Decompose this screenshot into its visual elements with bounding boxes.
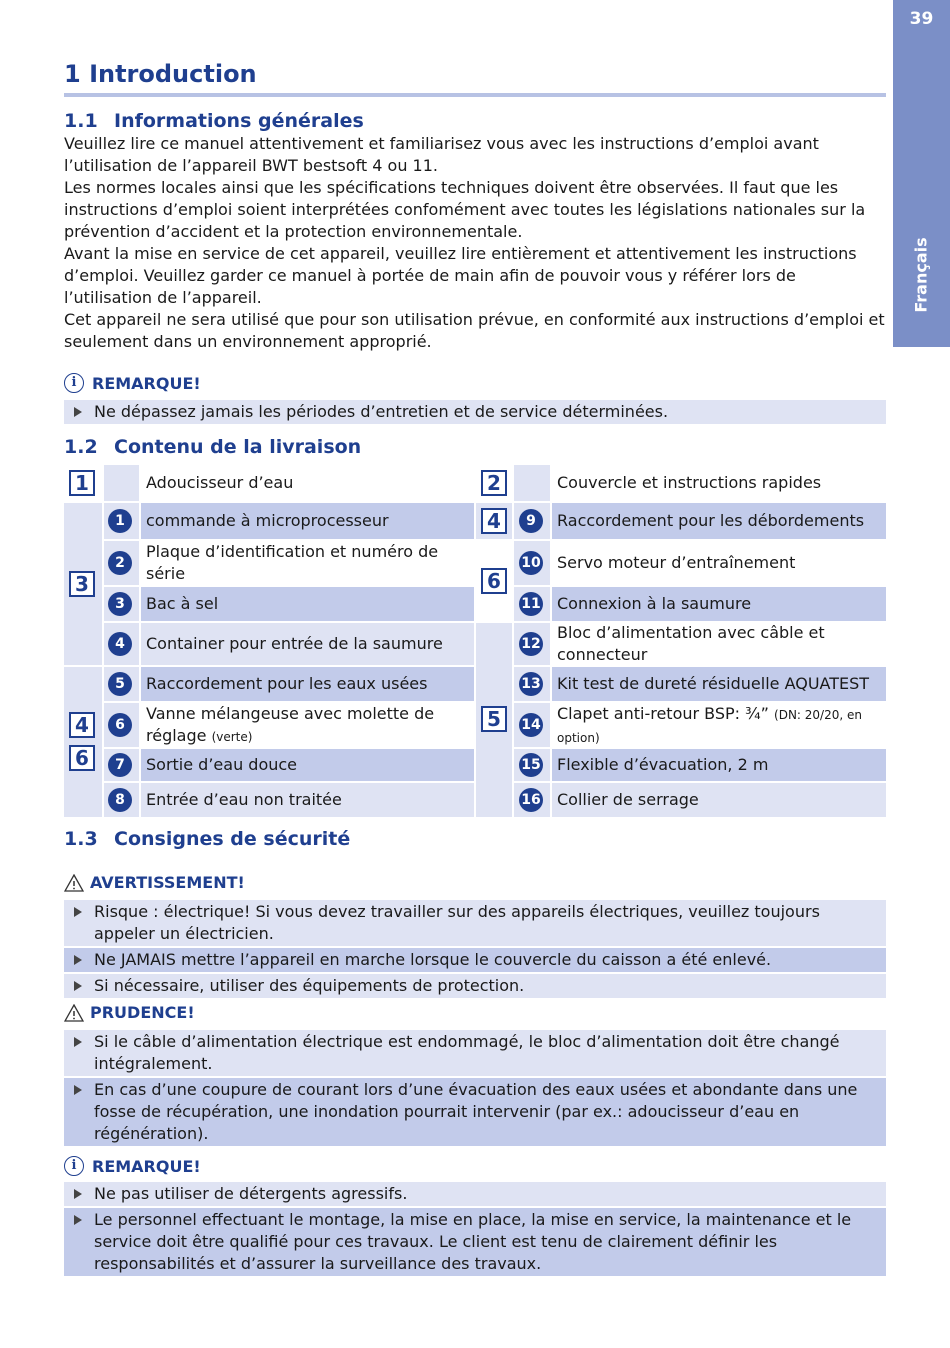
item-number-badge: 11 xyxy=(519,592,543,616)
group-cell xyxy=(64,667,102,817)
notice-heading xyxy=(64,373,201,393)
warning-list xyxy=(64,900,886,1000)
item-label: Clapet anti-retour BSP: ¾” xyxy=(557,704,769,723)
item-label-wrap xyxy=(552,703,886,747)
item-label: Container pour entrée de la saumure xyxy=(141,623,474,665)
item-number-badge: 8 xyxy=(108,788,132,812)
item-label: Bloc d’alimentation avec câble et connecteur xyxy=(552,623,886,665)
list-item: Ne JAMAIS mettre l’appareil en marche lorsque le couvercle du caisson a été enlevé. xyxy=(64,948,886,972)
notice-list xyxy=(64,1182,886,1278)
notice-list xyxy=(64,400,886,426)
item-number-badge: 9 xyxy=(519,509,543,533)
section-title-introduction xyxy=(64,60,257,88)
item-label: Plaque d’identification et numéro de série xyxy=(141,541,474,585)
subsection-title-safety xyxy=(64,828,350,850)
language-label: Français xyxy=(911,237,931,313)
item-number-badge: 6 xyxy=(108,713,132,737)
list-item: En cas d’une coupure de courant lors d’une évacuation des eaux usées et abondante dans une fosse de récupération, une inondation pourrait intervenir (par ex.: adoucisseur d’eau en régénération). xyxy=(64,1078,886,1146)
item-label: Servo moteur d’entraînement xyxy=(552,541,886,585)
group-number: 2 xyxy=(481,470,507,496)
paragraph: Avant la mise en service de cet appareil, veuillez lire entièrement et attentivement les instructions d’emploi. Veuillez garder ce manuel à portée de main afin de pouvoir vous y référer lors de l’utilisation de l’appareil. xyxy=(64,244,857,307)
subsection-title-text: Informations générales xyxy=(114,110,364,132)
subsection-title-general-info xyxy=(64,110,364,132)
paragraph: Veuillez lire ce manuel attentivement et familiarisez vous avec les instructions d’emploi avant l’utilisation de l’appareil BWT bestsoft 4 ou 11. xyxy=(64,134,819,175)
info-icon: i xyxy=(64,1156,84,1176)
item-number-badge: 5 xyxy=(108,672,132,696)
list-item: Ne pas utiliser de détergents agressifs. xyxy=(64,1182,886,1206)
item-label: Collier de serrage xyxy=(552,783,886,817)
info-icon: i xyxy=(64,373,84,393)
item-number-badge: 1 xyxy=(108,509,132,533)
subsection-number: 1.2 xyxy=(64,436,98,458)
item-number-badge: 16 xyxy=(519,788,543,812)
item-note: (verte) xyxy=(211,730,253,744)
item-label: Raccordement pour les débordements xyxy=(552,503,886,539)
item-label: Kit test de dureté résiduelle AQUATEST xyxy=(552,667,886,701)
list-item: Ne dépassez jamais les périodes d’entretien et de service déterminées. xyxy=(64,400,886,424)
subsection-title-text: Contenu de la livraison xyxy=(114,436,362,458)
section-title-text: Introduction xyxy=(89,60,257,88)
subsection-title-delivery xyxy=(64,436,361,458)
list-item: Si nécessaire, utiliser des équipements de protection. xyxy=(64,974,886,998)
warning-triangle-icon xyxy=(64,874,84,892)
notice-heading xyxy=(64,1156,201,1176)
paragraph: Cet appareil ne sera utilisé que pour son utilisation prévue, en conformité aux instructions d’emploi et seulement dans un environnement approprié. xyxy=(64,310,885,351)
group-number: 3 xyxy=(69,571,95,597)
section-number: 1 xyxy=(64,60,81,88)
item-number-badge: 3 xyxy=(108,592,132,616)
list-item: Risque : électrique! Si vous devez travailler sur des appareils électriques, veuillez toujours appeler un électricien. xyxy=(64,900,886,946)
item-label: Adoucisseur d’eau xyxy=(141,465,474,501)
item-label: Vanne mélangeuse avec molette de réglage xyxy=(146,704,435,745)
item-label-wrap xyxy=(141,703,474,747)
item-number-badge: 4 xyxy=(108,632,132,656)
warning-title: AVERTISSEMENT! xyxy=(90,873,245,892)
list-item: Si le câble d’alimentation électrique est endommagé, le bloc d’alimentation doit être changé intégralement. xyxy=(64,1030,886,1076)
delivery-table xyxy=(64,465,886,817)
item-number-badge: 13 xyxy=(519,672,543,696)
notice-title: REMARQUE! xyxy=(92,373,201,393)
group-number: 6 xyxy=(69,745,95,771)
caution-list xyxy=(64,1030,886,1148)
intro-text xyxy=(64,133,886,353)
paragraph: Les normes locales ainsi que les spécifications techniques doivent être observées. Il faut que les instructions d’emploi soient interprétées confomément avec toutes les législations nationales sur la prévention d’accident et la protection environnementale. xyxy=(64,178,866,241)
item-label: Raccordement pour les eaux usées xyxy=(141,667,474,701)
group-number: 6 xyxy=(481,568,507,594)
item-label: Flexible d’évacuation, 2 m xyxy=(552,749,886,781)
item-number-badge: 14 xyxy=(519,713,543,737)
item-number-badge: 2 xyxy=(108,551,132,575)
num-cell xyxy=(104,465,139,501)
item-label: Bac à sel xyxy=(141,587,474,621)
item-label: Entrée d’eau non traitée xyxy=(141,783,474,817)
group-number: 4 xyxy=(481,508,507,534)
num-cell xyxy=(514,465,550,501)
item-label: Connexion à la saumure xyxy=(552,587,886,621)
subsection-number: 1.1 xyxy=(64,110,98,132)
language-side-tab xyxy=(893,0,950,347)
caution-heading xyxy=(64,1003,195,1022)
list-item: Le personnel effectuant le montage, la mise en place, la mise en service, la maintenance et le service doit être qualifié pour ces travaux. Le client est tenu de clairement définir les responsabilités et d’assurer la surveillance des travaux. xyxy=(64,1208,886,1276)
item-label: commande à microprocesseur xyxy=(141,503,474,539)
group-number: 1 xyxy=(69,470,95,496)
item-number-badge: 15 xyxy=(519,753,543,777)
subsection-number: 1.3 xyxy=(64,828,98,850)
item-number-badge: 12 xyxy=(519,632,543,656)
item-number-badge: 10 xyxy=(519,551,543,575)
group-number: 4 xyxy=(69,712,95,738)
page-number: 39 xyxy=(909,9,934,29)
warning-triangle-icon xyxy=(64,1004,84,1022)
subsection-title-text: Consignes de sécurité xyxy=(114,828,351,850)
item-number-badge: 7 xyxy=(108,753,132,777)
caution-title: PRUDENCE! xyxy=(90,1003,195,1022)
warning-heading xyxy=(64,873,245,892)
heading-rule xyxy=(64,93,886,97)
item-note: (DN: 20/20, en option) xyxy=(557,708,862,745)
item-label: Sortie d’eau douce xyxy=(141,749,474,781)
notice-title: REMARQUE! xyxy=(92,1156,201,1176)
item-label: Couvercle et instructions rapides xyxy=(552,465,886,501)
group-number: 5 xyxy=(481,706,507,732)
